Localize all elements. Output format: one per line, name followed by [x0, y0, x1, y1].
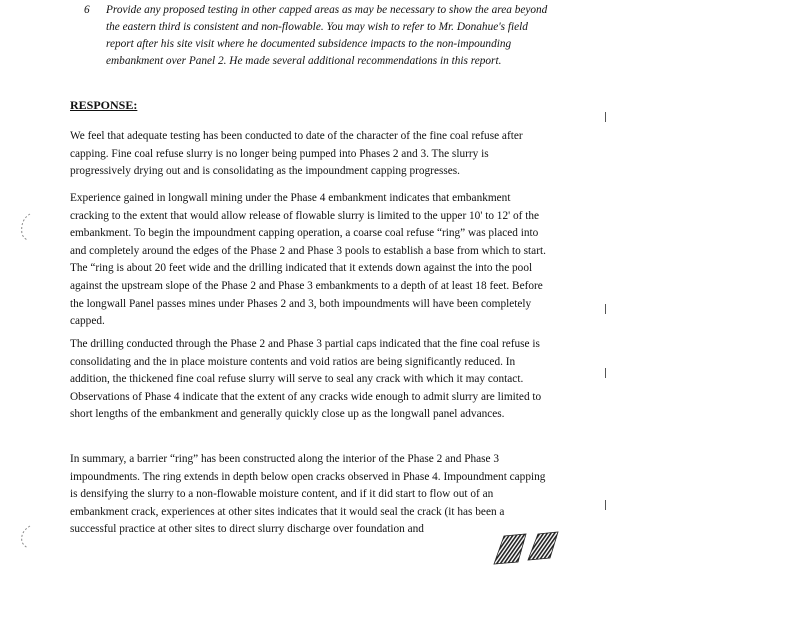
margin-tick-mark	[604, 304, 608, 316]
punch-hole-mark	[16, 212, 36, 242]
response-paragraph-2: Experience gained in longwall mining under the Phase 4 embankment indicates that embankment cracking to the extent that would allow release of flowable slurry is limited to the upper 10' to 12' of the embankment. To begin the impoundment capping operation, a coarse coal refuse “ring” was placed into and completely around the edges of the Phase 2 and Phase 3 pools to establish a base from which to start. The “ring is about 20 feet wide and the drilling indicated that it extends down against the into the pool against the upstream slope of the Phase 2 and Phase 3 embankments to a depth of at least 18 feet. Before the longwall Panel passes mines under Phases 2 and 3, both impoundments will have been completely capped.	[70, 192, 546, 328]
response-paragraph-1: We feel that adequate testing has been conducted to date of the character of the fine coal refuse after capping. Fine coal refuse slurry is no longer being pumped into Phases 2 and 3. The slurry is progressively drying out and is consolidating as the impoundment capping progresses.	[70, 130, 523, 178]
punch-hole-mark	[16, 524, 36, 550]
margin-tick-mark	[604, 112, 608, 124]
item-number: 6	[84, 4, 90, 16]
margin-tick-mark	[604, 500, 608, 512]
item-text: Provide any proposed testing in other capped areas as may be necessary to show the area beyond the eastern third is consistent and non-flowable. You may wish to refer to Mr. Donahue's field report after his site visit where he documented subsidence impacts to the non-impounding embankment over Panel 2. He made several additional recommendations in this report.	[106, 4, 548, 67]
margin-tick-mark	[604, 368, 608, 380]
response-paragraph-4: In summary, a barrier “ring” has been constructed along the interior of the Phase 2 and Phase 3 impoundments. The ring extends in depth below open cracks observed in Phase 4. Impoundment capping is densifying the slurry to a non-flowable moisture content, and if it did start to flow out of an embankment crack, experiences at other sites indicates that it would seal the crack (it has been a successful practice at other sites to direct slurry discharge over foundation and	[70, 453, 546, 536]
response-heading: RESPONSE:	[70, 98, 138, 112]
comment-item-6	[84, 2, 554, 70]
initials-stamp	[490, 530, 560, 566]
response-paragraph-3: The drilling conducted through the Phase 2 and Phase 3 partial caps indicated that the fine coal refuse is consolidating and the in place moisture contents and void ratios are being significantly reduced. In addition, the thickened fine coal refuse slurry will serve to seal any crack with which it may contact. Observations of Phase 4 indicate that the extent of any cracks wide enough to admit slurry are limited to short lengths of the embankment and generally quickly close up as the longwall panel advances.	[70, 338, 542, 421]
